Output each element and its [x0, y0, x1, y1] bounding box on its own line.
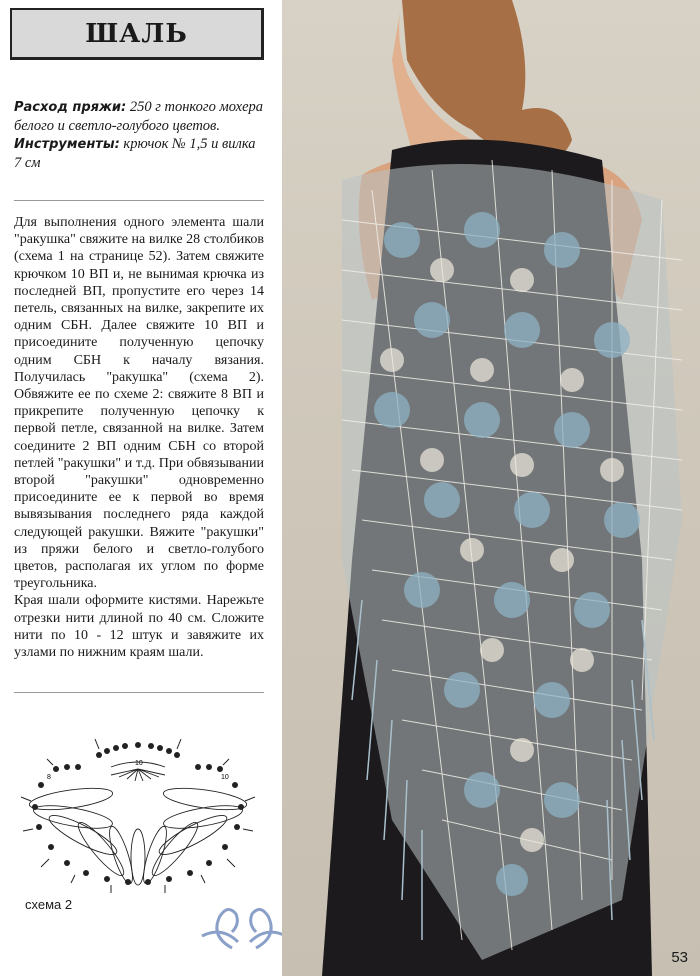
yarn-label: Расход пряжи:	[14, 100, 127, 115]
title-box	[10, 8, 264, 60]
yarn-text: 250 г тонкого мохера белого и светло-голубого цветов.	[14, 99, 264, 134]
model-illustration	[282, 0, 700, 976]
section-divider	[14, 200, 264, 201]
swan-logo-icon	[192, 896, 296, 962]
shawl-photo	[282, 0, 700, 976]
scheme-count-right: 10	[221, 774, 229, 781]
tools-text: крючок № 1,5 и вилка 7 см	[14, 136, 256, 171]
yarn-line	[14, 98, 264, 135]
scheme-label: схема 2	[25, 897, 73, 912]
instructions-text: Для выполнения одного элемента шали "ракушка" свяжите на вилке 28 столбиков (схема 1 на странице 52). Затем свяжите крючком 10 ВП и, не вынимая крючка из последней ВП, пропустите его через 14 петель, связанных на вилке, закрепите их одним СБН. Далее свяжите 10 ВП и присоедините полученную цепочку одним СБН к началу вязания. Получилась "ракушка" (схема 2). Обвяжите ее по схеме 2: свяжите 8 ВП и прикрепите полученную цепочку к первой петле, связанной на вилке. Затем соедините 2 ВП одним СБН со второй петлей "ракушки" и т.д. При обвязывании второй "ракушки" одновременно присоедините ее к первой во время вывязывания последнего ряда каждой следующей ракушки. Вяжите "ракушки" из пряжи белого и светло-голубого цветов, располагая их углом по форме треугольника.	[14, 215, 264, 592]
page-number: 53	[671, 949, 688, 966]
instructions-block	[14, 214, 264, 661]
scheme-count-left: 8	[47, 774, 51, 781]
page-title: ШАЛЬ	[85, 19, 188, 49]
materials-block	[14, 98, 264, 172]
section-divider	[14, 692, 264, 693]
tools-line	[14, 135, 264, 172]
scheme-count-top: 10	[135, 760, 143, 767]
tools-label: Инструменты:	[14, 137, 120, 152]
finishing-text: Края шали оформите кистями. Нарежьте отрезки нити длиной по 40 см. Сложите нити по 10 - 12 штук и завяжите их узлами по нижним краям шали.	[14, 593, 264, 661]
